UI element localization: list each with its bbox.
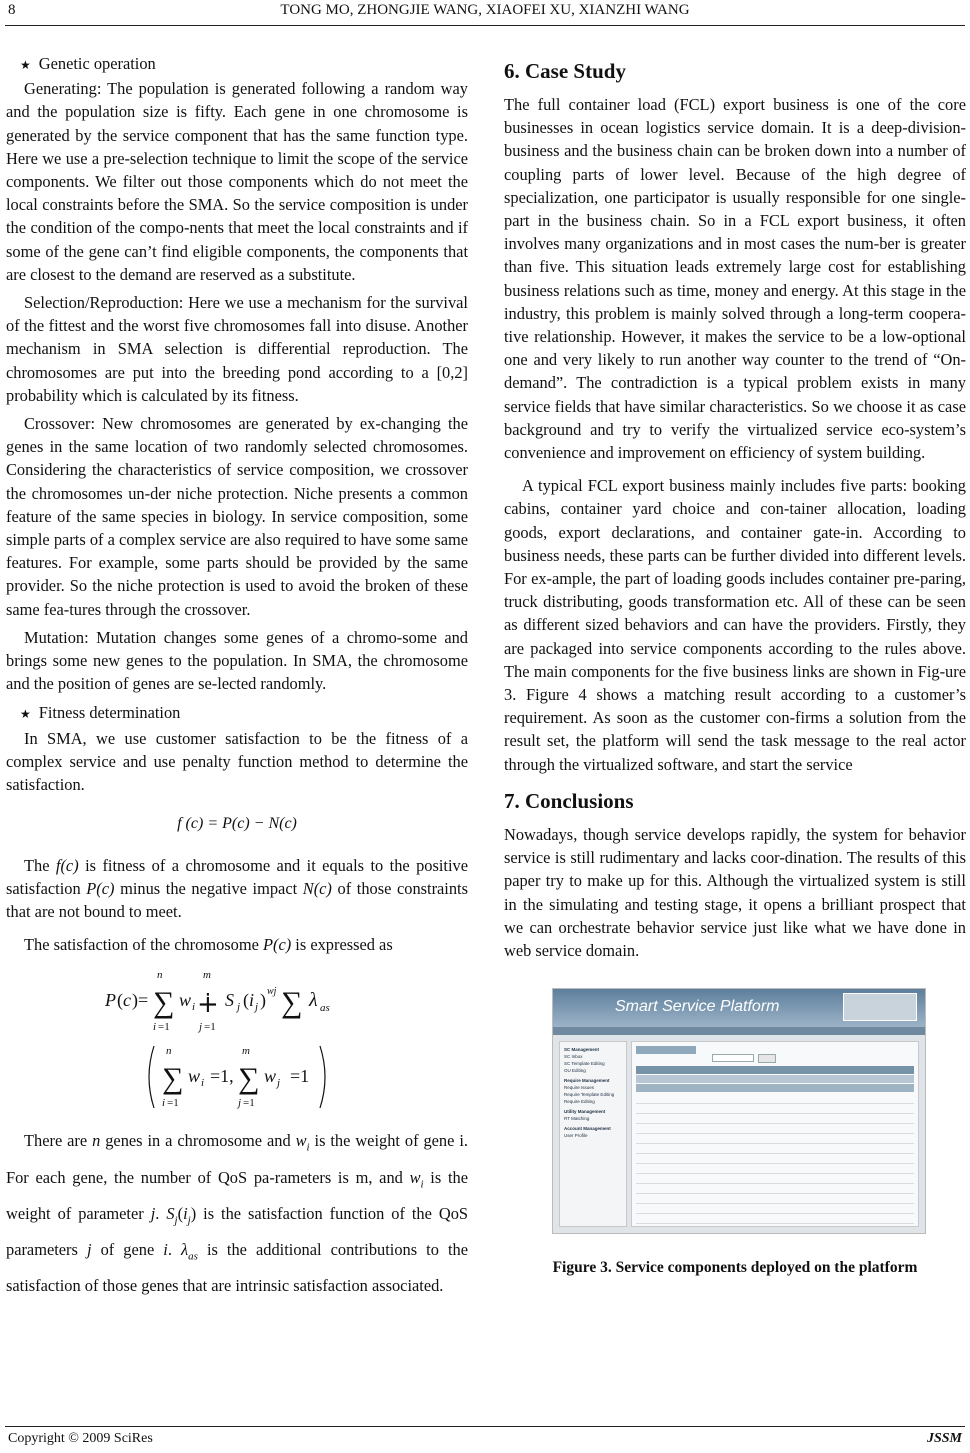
screenshot-nav — [553, 1027, 925, 1035]
footer-rule — [5, 1426, 965, 1427]
svg-text:)=: )= — [132, 990, 149, 1011]
footer-journal: JSSM — [926, 1431, 962, 1446]
svg-text:i: i — [162, 1097, 166, 1110]
paragraph-case-2: A typical FCL export business mainly includes five parts: booking cabins, container yard choice and con-tainer allocation, loading goods, export declarations, and container gate-in. According to business needs, these parts can be further divided into different levels. For ex-ample, the part of loading goods includes container pre-paring, truck distributing, goods transformation etc. All of these can be seen as different sized behaviors and can have the providers. Firstly, they are packaged into service components according to the rules above. The main components for the five business links are shown in Fig-ure 3. Figure 4 shows a matching result according to a customer’s requirement. As soon as the customer con-firms a solution from the result set, the platform will send the task message to the real actor through the virtualized software, and start the service — [504, 476, 966, 774]
paragraph-generating: Generating: The population is generated following a random way and the population size is fifty. Each gene in one chromosome is generated by the service component that has the same function type. Here we use a pre-selection technique to limit the scope of the service components. We filter out those components which do not meet the local constraints before the SMA. So the service composition is under the condition of the compo-nents that meet the local constraints and if some of the gene can’t find eligible components, the components that are closest to the demand are reserved as a substitute. — [6, 79, 468, 284]
paragraph-selection: Selection/Reproduction: Here we use a mechanism for the survival of the fittest and the worst five chromosomes fall into disuse. Another mechanism in SMA selection is differential reproduction. The chromosomes are put into the breeding pond according to a [0,2] probability which is calculated by its fitness. — [6, 293, 468, 405]
svg-text:j: j — [277, 1077, 281, 1090]
equation-weight-constraint — [142, 1042, 332, 1112]
svg-text:∔: ∔ — [197, 989, 219, 1019]
svg-text:=1,: =1, — [210, 1066, 234, 1087]
svg-text:S: S — [225, 990, 234, 1011]
svg-text:j: j — [255, 1001, 259, 1014]
svg-text:=1: =1 — [204, 1021, 216, 1034]
svg-text:n: n — [166, 1045, 172, 1058]
svg-text:λ: λ — [309, 989, 318, 1012]
svg-text:∑: ∑ — [281, 986, 303, 1020]
screenshot-sidebar: SC Management SC Inbox SC Template Editing OU Editing Require Management Require Issues Require Template Editing Require Editing Utility Management RT Matching Account Management User Profile — [559, 1041, 627, 1227]
star-bullet-icon: ★ — [20, 58, 31, 72]
paragraph-genes: There are n genes in a chromosome and $w_i$ is the weight of gene i. For each gene, the number of QoS pa-rameters is m, and $w_i$ is the weight of parameter j. $S_j(i_j)$ is the satisfaction function of the QoS parameters j of gene i. $\lambda_{as}$ is the additional contributions to the satisfaction of those genes that are intrinsic satisfaction associated. — [6, 1131, 469, 1296]
left-column — [6, 52, 468, 1300]
fitness-determination-heading: ★ Fitness determination — [20, 703, 181, 723]
svg-text:i: i — [153, 1021, 157, 1034]
svg-text:j: j — [199, 1021, 203, 1034]
svg-text:i: i — [201, 1077, 205, 1090]
svg-text:∑: ∑ — [238, 1062, 260, 1096]
paragraph-fitness: In SMA, we use customer satisfaction to be the fitness of a complex service and use penalty function method to determine the satisfaction. — [6, 728, 468, 795]
figure-platform-screenshot — [552, 988, 926, 1234]
paragraph-case-1: The full container load (FCL) export business is one of the core businesses in ocean logistics service domain. It is a deep-division-business and the business chain can be broken down into a number of coupling parts of lower level. Because of the high degree of specialization, one participator is usually responsible for one single-part in the business chain. So in a FCL export business, it often involves many organizations and in most cases the num-ber is greater than five. This situation leads extremely large cost for establishing business relations such as time, money and energy. At this stage in the industry, this problem is mainly solved through a long-term coopera-tive relationship. However, it makes the service to be a low-optional one and very likely to run another way counter to the trend of “On-demand”. The contradiction is a typical problem exists in many service fields that have similar characteristics. So we choose it as case background and try to verify the virtualized service eco-system’s convenience and improvement on efficiency of system building. — [504, 95, 966, 463]
header-rule — [5, 25, 965, 26]
page-number: 8 — [8, 2, 16, 18]
right-column — [504, 52, 966, 1279]
svg-text:=1: =1 — [243, 1097, 255, 1110]
svg-text:(: ( — [117, 990, 123, 1011]
running-header-authors: TONG MO, ZHONGJIE WANG, XIAOFEI XU, XIANZHI WANG — [280, 2, 690, 18]
screenshot-title: Smart Service Platform — [615, 998, 780, 1016]
equation-fitness: f (c) = P(c) − N(c) — [177, 815, 297, 833]
screenshot-logo — [843, 993, 917, 1021]
svg-text:∑: ∑ — [153, 986, 175, 1020]
svg-text:i: i — [192, 1001, 196, 1014]
svg-text:as: as — [320, 1002, 330, 1015]
svg-text:w: w — [264, 1066, 277, 1087]
svg-text:=1: =1 — [167, 1097, 179, 1110]
paragraph-mutation: Mutation: Mutation changes some genes of a chromo-some and brings some new genes to the population. In SMA, the chromosome and the position of genes are se-lected randomly. — [6, 627, 468, 694]
svg-text:wj: wj — [267, 986, 277, 998]
svg-text:=1: =1 — [290, 1066, 310, 1087]
svg-text:(: ( — [243, 990, 249, 1011]
svg-text:j: j — [237, 1001, 241, 1014]
svg-text:w: w — [188, 1066, 201, 1087]
footer-copyright: Copyright © 2009 SciRes — [8, 1431, 153, 1446]
equation-satisfaction — [87, 964, 387, 1036]
svg-text:c: c — [123, 990, 131, 1011]
svg-text:): ) — [260, 990, 266, 1011]
svg-text:P: P — [105, 990, 116, 1011]
screenshot-banner — [553, 989, 925, 1027]
paragraph-crossover: Crossover: New chromosomes are generated by ex-changing the genes in the same location of two randomly selected chromosomes. Considering the characteristics of service composition, we crossover the chromosomes un-der niche protection. Niche presents a common feature of the same species in biology. In service composition, some simple parts of a complex service are also required to have some same features. For example, some parts should be provided by the same provider. So the niche protection is used to avoid the broken of these same fea-tures through the crossover. — [6, 414, 468, 619]
svg-text:j: j — [238, 1097, 242, 1110]
svg-text:w: w — [179, 990, 192, 1011]
svg-text:n: n — [157, 969, 163, 982]
figure-caption: Figure 3. Service components deployed on the platform — [552, 1259, 918, 1277]
paragraph-conclusions: Nowadays, though service develops rapidly, the system for behavior service is still rudimentary and lacks coor-dination. The results of this paper try to make up for this. Although the virtualized system is still in the simulating and testing stage, it opens a brilliant prospect that we can orchestrate behavior service just like what we have done in web service domain. — [504, 824, 966, 960]
svg-text:m: m — [203, 969, 211, 982]
screenshot-main-panel — [631, 1041, 919, 1227]
paragraph-fc: The f(c) is fitness of a chromosome and it equals to the positive satisfaction P(c) minus the negative impact N(c) of those constraints that are not bound to meet. — [6, 855, 468, 921]
svg-text:m: m — [242, 1045, 250, 1058]
section-heading-conclusions: 7. Conclusions — [504, 788, 634, 813]
section-heading-case-study: 6. Case Study — [504, 59, 626, 83]
svg-text:=1: =1 — [158, 1021, 170, 1034]
svg-text:i: i — [249, 990, 255, 1011]
paragraph-pc: The satisfaction of the chromosome P(c) is expressed as — [24, 935, 393, 955]
genetic-operation-heading: ★ Genetic operation — [20, 54, 156, 73]
svg-text:∑: ∑ — [162, 1062, 184, 1096]
star-bullet-icon: ★ — [20, 707, 31, 722]
